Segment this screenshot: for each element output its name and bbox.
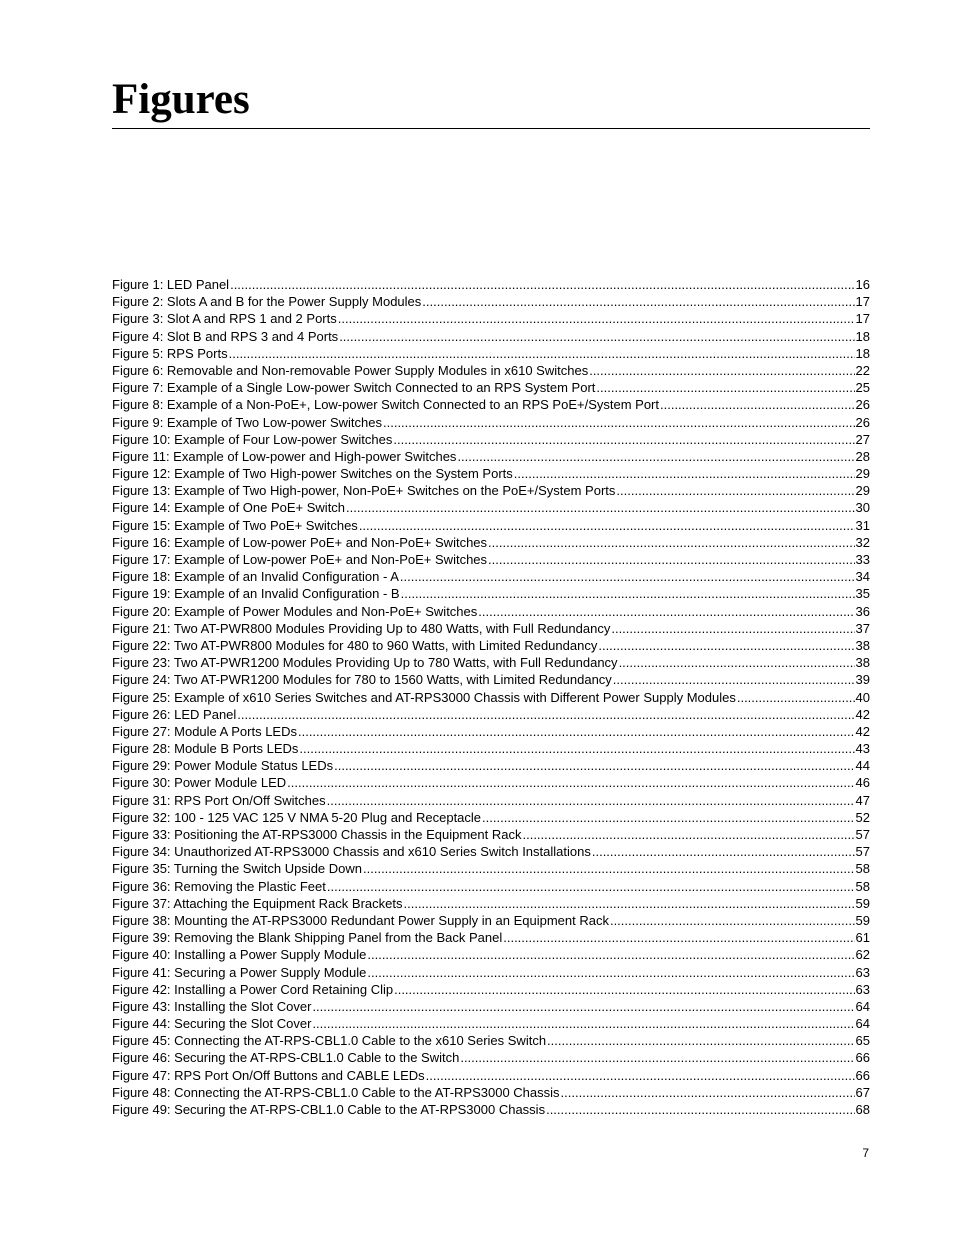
toc-dot-leader — [482, 809, 854, 826]
toc-dot-leader — [401, 585, 855, 602]
toc-entry-title[interactable]: Figure 40: Installing a Power Supply Module — [112, 947, 367, 963]
toc-entry[interactable] — [112, 482, 870, 499]
toc-entry[interactable] — [112, 792, 870, 809]
toc-dot-leader — [478, 603, 854, 620]
toc-dot-leader — [589, 362, 854, 379]
toc-entry-page[interactable]: 36 — [855, 603, 870, 619]
page-title: Figures — [112, 76, 250, 123]
toc-entry-page[interactable]: 59 — [855, 912, 870, 928]
figures-list — [112, 276, 870, 1118]
toc-entry[interactable] — [112, 981, 870, 998]
toc-entry[interactable] — [112, 740, 870, 757]
toc-entry-page[interactable]: 47 — [855, 792, 870, 808]
toc-entry[interactable] — [112, 499, 870, 516]
toc-entry[interactable] — [112, 637, 870, 654]
toc-entry-page[interactable]: 63 — [855, 964, 870, 980]
toc-entry-page[interactable]: 44 — [855, 758, 870, 774]
toc-entry-page[interactable]: 61 — [855, 930, 870, 946]
toc-entry-page[interactable]: 64 — [855, 1016, 870, 1032]
toc-entry[interactable] — [112, 465, 870, 482]
toc-dot-leader — [400, 568, 855, 585]
toc-entry-title[interactable]: Figure 26: LED Panel — [112, 706, 237, 722]
toc-entry[interactable] — [112, 671, 870, 688]
toc-entry-page[interactable]: 35 — [855, 586, 870, 602]
toc-entry-page[interactable]: 63 — [855, 981, 870, 997]
toc-entry-page[interactable]: 43 — [855, 741, 870, 757]
toc-entry-title[interactable]: Figure 21: Two AT-PWR800 Modules Providing Up to 480 Watts, with Full Redundancy — [112, 620, 611, 636]
toc-entry-title[interactable]: Figure 31: RPS Port On/Off Switches — [112, 792, 326, 808]
toc-entry[interactable] — [112, 345, 870, 362]
toc-entry-title[interactable]: Figure 32: 100 - 125 VAC 125 V NMA 5-20 Plug and Receptacle — [112, 809, 482, 825]
toc-entry-page[interactable]: 33 — [855, 552, 870, 567]
toc-dot-leader — [611, 620, 854, 637]
toc-entry-page[interactable]: 42 — [855, 723, 870, 739]
toc-dot-leader — [404, 895, 855, 912]
toc-entry-title[interactable]: Figure 4: Slot B and RPS 3 and 4 Ports — [112, 328, 339, 344]
toc-dot-leader — [334, 757, 854, 774]
toc-dot-leader — [394, 981, 854, 998]
toc-dot-leader — [346, 499, 854, 516]
toc-entry[interactable] — [112, 895, 870, 912]
toc-entry-title[interactable]: Figure 44: Securing the Slot Cover — [112, 1016, 312, 1032]
toc-entry-title[interactable]: Figure 38: Mounting the AT-RPS3000 Redundant Power Supply in an Equipment Rack — [112, 912, 609, 928]
toc-entry-page[interactable]: 37 — [855, 620, 870, 636]
toc-entry-page[interactable]: 52 — [855, 809, 870, 825]
toc-entry[interactable] — [112, 929, 870, 946]
toc-entry-title[interactable]: Figure 35: Turning the Switch Upside Down — [112, 861, 363, 877]
toc-entry-page[interactable]: 17 — [855, 311, 870, 327]
toc-dot-leader — [426, 1067, 855, 1084]
toc-entry[interactable] — [112, 551, 870, 568]
toc-entry[interactable] — [112, 603, 870, 620]
toc-entry-page[interactable]: 66 — [855, 1050, 870, 1066]
toc-dot-leader — [327, 792, 855, 809]
toc-entry-title[interactable]: Figure 49: Securing the AT-RPS-CBL1.0 Cable to the AT-RPS3000 Chassis — [112, 1102, 546, 1117]
toc-entry-page[interactable]: 29 — [855, 466, 870, 482]
toc-entry[interactable] — [112, 774, 870, 791]
toc-dot-leader — [237, 706, 854, 723]
toc-entry-title[interactable]: Figure 13: Example of Two High-power, Non-PoE+ Switches on the PoE+/System Ports — [112, 483, 616, 499]
toc-entry[interactable] — [112, 310, 870, 327]
toc-entry-title[interactable]: Figure 7: Example of a Single Low-power Switch Connected to an RPS System Port — [112, 380, 596, 396]
toc-entry[interactable] — [112, 276, 870, 293]
toc-entry-title[interactable]: Figure 15: Example of Two PoE+ Switches — [112, 517, 358, 533]
toc-entry[interactable] — [112, 328, 870, 345]
toc-dot-leader — [422, 293, 854, 310]
toc-entry[interactable] — [112, 1101, 870, 1118]
toc-entry-page[interactable]: 42 — [855, 706, 870, 722]
toc-entry-page[interactable]: 32 — [855, 534, 870, 550]
toc-entry-page[interactable]: 62 — [855, 947, 870, 963]
toc-dot-leader — [383, 414, 855, 431]
toc-dot-leader — [488, 534, 854, 551]
toc-dot-leader — [596, 379, 854, 396]
toc-entry-title[interactable]: Figure 45: Connecting the AT-RPS-CBL1.0 Cable to the x610 Series Switch — [112, 1033, 547, 1049]
toc-entry-page[interactable]: 65 — [855, 1033, 870, 1049]
toc-entry[interactable] — [112, 809, 870, 826]
toc-entry-page[interactable]: 34 — [855, 569, 870, 585]
toc-entry[interactable] — [112, 946, 870, 963]
toc-entry-page[interactable]: 66 — [855, 1067, 870, 1083]
toc-entry[interactable] — [112, 723, 870, 740]
toc-dot-leader — [287, 774, 854, 791]
toc-entry[interactable] — [112, 998, 870, 1015]
toc-dot-leader — [503, 929, 854, 946]
toc-entry-title[interactable]: Figure 16: Example of Low-power PoE+ and Non-PoE+ Switches — [112, 534, 488, 550]
toc-entry-page[interactable]: 18 — [855, 345, 870, 361]
toc-entry-title[interactable]: Figure 8: Example of a Non-PoE+, Low-power Switch Connected to an RPS PoE+/System Port — [112, 397, 659, 413]
toc-dot-leader — [299, 740, 854, 757]
toc-entry-title[interactable]: Figure 9: Example of Two Low-power Switches — [112, 414, 382, 430]
toc-dot-leader — [488, 551, 854, 568]
toc-entry-page[interactable]: 28 — [855, 448, 870, 464]
toc-entry-page[interactable]: 17 — [855, 294, 870, 310]
toc-dot-leader — [230, 276, 854, 293]
toc-entry[interactable] — [112, 362, 870, 379]
toc-entry[interactable] — [112, 654, 870, 671]
toc-entry-title[interactable]: Figure 41: Securing a Power Supply Module — [112, 964, 367, 980]
toc-entry-page[interactable]: 67 — [855, 1084, 870, 1100]
toc-entry[interactable] — [112, 757, 870, 774]
toc-dot-leader — [616, 482, 854, 499]
toc-entry-title[interactable]: Figure 30: Power Module LED — [112, 775, 287, 791]
toc-entry[interactable] — [112, 534, 870, 551]
toc-entry-title[interactable]: Figure 14: Example of One PoE+ Switch — [112, 500, 346, 516]
toc-entry[interactable] — [112, 1084, 870, 1101]
toc-entry-page[interactable]: 31 — [855, 517, 870, 533]
toc-entry[interactable] — [112, 585, 870, 602]
toc-dot-leader — [298, 723, 855, 740]
toc-entry-title[interactable]: Figure 11: Example of Low-power and High-power Switches — [112, 448, 457, 464]
toc-entry-title[interactable]: Figure 5: RPS Ports — [112, 345, 228, 361]
toc-entry-page[interactable]: 22 — [855, 362, 870, 378]
toc-entry[interactable] — [112, 568, 870, 585]
toc-dot-leader — [619, 654, 855, 671]
toc-entry-title[interactable]: Figure 37: Attaching the Equipment Rack Brackets — [112, 895, 403, 911]
toc-entry-title[interactable]: Figure 25: Example of x610 Series Switches and AT-RPS3000 Chassis with Different Power Supply Modules — [112, 689, 736, 705]
title-rule — [112, 128, 870, 129]
toc-entry-page[interactable]: 39 — [855, 672, 870, 688]
toc-entry-title[interactable]: Figure 17: Example of Low-power PoE+ and Non-PoE+ Switches — [112, 552, 488, 567]
toc-entry-page[interactable]: 25 — [855, 380, 870, 396]
toc-entry-title[interactable]: Figure 48: Connecting the AT-RPS-CBL1.0 Cable to the AT-RPS3000 Chassis — [112, 1084, 560, 1100]
toc-dot-leader — [367, 946, 854, 963]
toc-entry-page[interactable]: 26 — [855, 414, 870, 430]
toc-entry-page[interactable]: 57 — [855, 827, 870, 842]
toc-entry[interactable] — [112, 964, 870, 981]
toc-entry-page[interactable]: 38 — [855, 637, 870, 653]
toc-dot-leader — [598, 637, 854, 654]
toc-entry-page[interactable]: 64 — [855, 998, 870, 1014]
toc-entry[interactable] — [112, 431, 870, 448]
toc-dot-leader — [312, 998, 854, 1015]
toc-entry[interactable] — [112, 689, 870, 706]
toc-entry-page[interactable]: 38 — [855, 655, 870, 671]
toc-entry[interactable] — [112, 1067, 870, 1084]
toc-entry-title[interactable]: Figure 23: Two AT-PWR1200 Modules Providing Up to 780 Watts, with Full Redundancy — [112, 655, 618, 671]
toc-dot-leader — [359, 517, 855, 534]
toc-entry-title[interactable]: Figure 33: Positioning the AT-RPS3000 Chassis in the Equipment Rack — [112, 827, 522, 842]
toc-entry-title[interactable]: Figure 36: Removing the Plastic Feet — [112, 878, 326, 894]
toc-entry[interactable] — [112, 860, 870, 877]
toc-dot-leader — [546, 1101, 854, 1118]
toc-dot-leader — [229, 345, 855, 362]
toc-entry[interactable] — [112, 1032, 870, 1049]
toc-entry-title[interactable]: Figure 20: Example of Power Modules and Non-PoE+ Switches — [112, 603, 478, 619]
toc-entry[interactable] — [112, 293, 870, 310]
toc-dot-leader — [457, 448, 854, 465]
toc-entry-page[interactable]: 46 — [855, 775, 870, 791]
toc-entry-title[interactable]: Figure 6: Removable and Non-removable Power Supply Modules in x610 Switches — [112, 362, 589, 378]
toc-entry-title[interactable]: Figure 46: Securing the AT-RPS-CBL1.0 Cable to the Switch — [112, 1050, 460, 1066]
toc-dot-leader — [339, 328, 854, 345]
toc-entry[interactable] — [112, 1015, 870, 1032]
toc-entry-page[interactable]: 16 — [855, 277, 870, 292]
toc-dot-leader — [363, 860, 855, 877]
toc-dot-leader — [660, 396, 855, 413]
toc-dot-leader — [327, 878, 855, 895]
toc-entry-page[interactable]: 59 — [855, 895, 870, 911]
toc-entry-page[interactable]: 18 — [855, 328, 870, 344]
toc-dot-leader — [737, 689, 855, 706]
toc-dot-leader — [338, 310, 855, 327]
toc-entry-title[interactable]: Figure 42: Installing a Power Cord Retaining Clip — [112, 981, 394, 997]
toc-dot-leader — [610, 912, 855, 929]
toc-entry[interactable] — [112, 414, 870, 431]
toc-entry[interactable] — [112, 448, 870, 465]
toc-entry-title[interactable]: Figure 43: Installing the Slot Cover — [112, 998, 312, 1014]
toc-entry[interactable] — [112, 912, 870, 929]
toc-dot-leader — [547, 1032, 854, 1049]
toc-entry[interactable] — [112, 396, 870, 413]
toc-entry-page[interactable]: 27 — [855, 431, 870, 447]
toc-dot-leader — [312, 1015, 854, 1032]
toc-entry-title[interactable]: Figure 39: Removing the Blank Shipping Panel from the Back Panel — [112, 930, 503, 946]
toc-entry-title[interactable]: Figure 28: Module B Ports LEDs — [112, 741, 299, 757]
toc-entry[interactable] — [112, 706, 870, 723]
toc-entry-title[interactable]: Figure 29: Power Module Status LEDs — [112, 758, 334, 774]
toc-entry[interactable] — [112, 878, 870, 895]
toc-entry[interactable] — [112, 1049, 870, 1066]
toc-entry-title[interactable]: Figure 2: Slots A and B for the Power Supply Modules — [112, 294, 422, 310]
toc-entry[interactable] — [112, 517, 870, 534]
toc-entry-page[interactable]: 58 — [855, 878, 870, 894]
toc-entry-title[interactable]: Figure 3: Slot A and RPS 1 and 2 Ports — [112, 311, 337, 327]
toc-entry-title[interactable]: Figure 27: Module A Ports LEDs — [112, 723, 297, 739]
toc-entry-page[interactable]: 26 — [855, 397, 870, 413]
toc-entry-title[interactable]: Figure 18: Example of an Invalid Configuration - A — [112, 569, 399, 585]
toc-entry-title[interactable]: Figure 22: Two AT-PWR800 Modules for 480 to 960 Watts, with Limited Redundancy — [112, 637, 598, 653]
toc-entry[interactable] — [112, 379, 870, 396]
toc-entry-title[interactable]: Figure 10: Example of Four Low-power Switches — [112, 431, 393, 447]
toc-entry-title[interactable]: Figure 24: Two AT-PWR1200 Modules for 780 to 1560 Watts, with Limited Redundancy — [112, 672, 612, 688]
toc-entry[interactable] — [112, 620, 870, 637]
toc-dot-leader — [460, 1049, 854, 1066]
toc-entry-title[interactable]: Figure 34: Unauthorized AT-RPS3000 Chassis and x610 Series Switch Installations — [112, 844, 591, 860]
toc-entry-page[interactable]: 57 — [855, 844, 870, 860]
toc-entry-title[interactable]: Figure 12: Example of Two High-power Switches on the System Ports — [112, 466, 513, 482]
toc-dot-leader — [393, 431, 854, 448]
page-number: 7 — [862, 1146, 869, 1160]
toc-dot-leader — [561, 1084, 855, 1101]
toc-entry[interactable] — [112, 843, 870, 860]
toc-entry-page[interactable]: 40 — [855, 689, 870, 705]
toc-dot-leader — [367, 964, 854, 981]
toc-entry-page[interactable]: 68 — [855, 1102, 870, 1117]
toc-entry-title[interactable]: Figure 47: RPS Port On/Off Buttons and CABLE LEDs — [112, 1067, 425, 1083]
toc-entry-title[interactable]: Figure 19: Example of an Invalid Configuration - B — [112, 586, 400, 602]
toc-entry-page[interactable]: 30 — [855, 500, 870, 516]
toc-dot-leader — [613, 671, 855, 688]
toc-dot-leader — [522, 826, 854, 843]
toc-dot-leader — [592, 843, 855, 860]
toc-dot-leader — [514, 465, 855, 482]
toc-entry-page[interactable]: 29 — [855, 483, 870, 499]
toc-entry[interactable] — [112, 826, 870, 843]
toc-entry-page[interactable]: 58 — [855, 861, 870, 877]
toc-entry-title[interactable]: Figure 1: LED Panel — [112, 277, 230, 292]
